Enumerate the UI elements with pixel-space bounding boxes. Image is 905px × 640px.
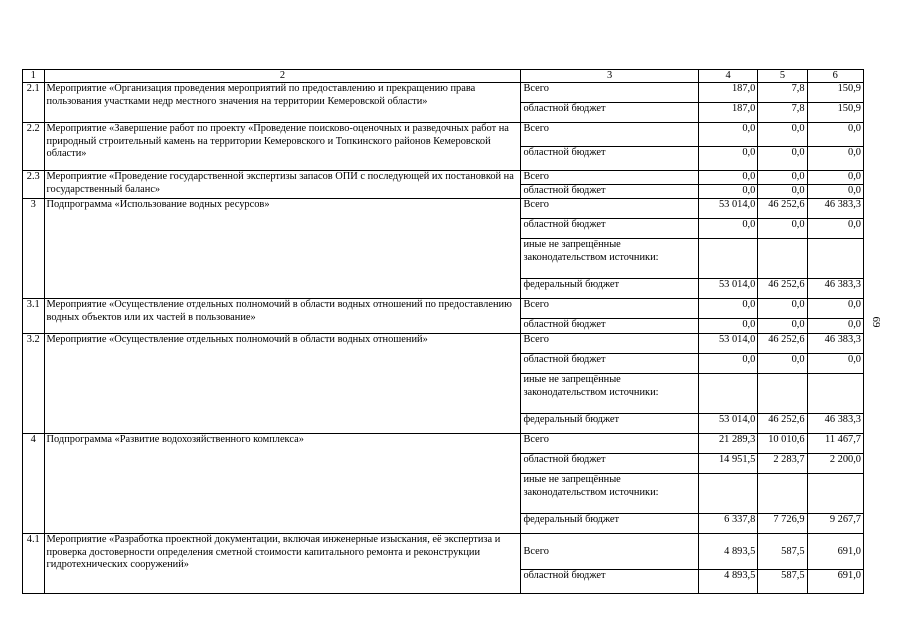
value-v4: 53 014,0: [698, 414, 757, 434]
value-v5: 10 010,6: [758, 434, 807, 454]
activity-name: Подпрограмма «Развитие водохозяйственного комплекса»: [44, 434, 521, 534]
column-header-1: 1: [23, 70, 45, 83]
column-header-4: 4: [698, 70, 757, 83]
column-header-5: 5: [758, 70, 807, 83]
value-v4: 0,0: [698, 299, 757, 319]
table-row: [23, 534, 864, 570]
value-v6: 691,0: [807, 570, 863, 594]
funding-source: Всего: [521, 199, 698, 219]
value-v6: [807, 239, 863, 279]
activity-name: Мероприятие «Завершение работ по проекту «Проведение поисково-оценочных и разведочных работ на природный строительный камень на территории Кемеровского и Топкинского районов Кемеровской области»: [44, 123, 521, 171]
column-header-3: 3: [521, 70, 698, 83]
funding-source: Всего: [521, 123, 698, 147]
value-v5: 0,0: [758, 171, 807, 185]
value-v6: 11 467,7: [807, 434, 863, 454]
activity-name: Мероприятие «Разработка проектной документации, включая инженерные изыскания, её экспертиза и проверка достоверности определения сметной стоимости капитального ремонта и реконструкции гидротехнических сооружений»: [44, 534, 521, 594]
value-v5: 46 252,6: [758, 334, 807, 354]
activity-name: Подпрограмма «Использование водных ресурсов»: [44, 199, 521, 299]
funding-source: Всего: [521, 534, 698, 570]
value-v6: [807, 474, 863, 514]
value-v6: 0,0: [807, 319, 863, 334]
value-v4: 0,0: [698, 171, 757, 185]
value-v4: 187,0: [698, 83, 757, 103]
funding-source: областной бюджет: [521, 319, 698, 334]
value-v4: 0,0: [698, 147, 757, 171]
funding-source: Всего: [521, 171, 698, 185]
value-v6: 9 267,7: [807, 514, 863, 534]
value-v4: 4 893,5: [698, 534, 757, 570]
value-v4: [698, 474, 757, 514]
row-number: 2.1: [23, 83, 45, 123]
table-row: [23, 199, 864, 219]
row-number: 2.2: [23, 123, 45, 171]
value-v5: 2 283,7: [758, 454, 807, 474]
value-v6: 0,0: [807, 171, 863, 185]
value-v5: [758, 474, 807, 514]
row-number: 2.3: [23, 171, 45, 199]
funding-source: областной бюджет: [521, 454, 698, 474]
table-row: [23, 334, 864, 354]
activity-name: Мероприятие «Осуществление отдельных полномочий в области водных отношений по предоставлению водных объектов или их частей в пользование»: [44, 299, 521, 334]
value-v5: 7,8: [758, 103, 807, 123]
funding-source: Всего: [521, 83, 698, 103]
value-v4: 4 893,5: [698, 570, 757, 594]
value-v6: 46 383,3: [807, 199, 863, 219]
value-v4: [698, 239, 757, 279]
value-v5: [758, 239, 807, 279]
table-row: [23, 434, 864, 454]
header-row: [23, 70, 864, 83]
funding-source: Всего: [521, 299, 698, 319]
funding-source: Всего: [521, 434, 698, 454]
funding-source: областной бюджет: [521, 147, 698, 171]
value-v5: 0,0: [758, 354, 807, 374]
funding-source: иные не запрещённые законодательством источники:: [521, 474, 698, 514]
budget-table-body: [23, 70, 864, 594]
value-v4: 53 014,0: [698, 279, 757, 299]
value-v6: 0,0: [807, 219, 863, 239]
funding-source: иные не запрещённые законодательством источники:: [521, 239, 698, 279]
value-v4: 0,0: [698, 185, 757, 199]
value-v4: 0,0: [698, 354, 757, 374]
value-v4: 53 014,0: [698, 199, 757, 219]
value-v5: 7 726,9: [758, 514, 807, 534]
funding-source: федеральный бюджет: [521, 514, 698, 534]
value-v4: 0,0: [698, 319, 757, 334]
activity-name: Мероприятие «Организация проведения мероприятий по предоставлению и прекращению права пользования участками недр местного значения на территории Кемеровской области»: [44, 83, 521, 123]
value-v6: 0,0: [807, 185, 863, 199]
value-v6: 0,0: [807, 354, 863, 374]
value-v5: 46 252,6: [758, 414, 807, 434]
table-row: [23, 299, 864, 319]
value-v6: 46 383,3: [807, 334, 863, 354]
activity-name: Мероприятие «Осуществление отдельных полномочий в области водных отношений»: [44, 334, 521, 434]
funding-source: областной бюджет: [521, 570, 698, 594]
value-v4: 0,0: [698, 123, 757, 147]
value-v5: 0,0: [758, 185, 807, 199]
funding-source: областной бюджет: [521, 103, 698, 123]
value-v5: 0,0: [758, 147, 807, 171]
row-number: 3: [23, 199, 45, 299]
funding-source: Всего: [521, 334, 698, 354]
funding-source: областной бюджет: [521, 219, 698, 239]
value-v6: 150,9: [807, 83, 863, 103]
funding-source: федеральный бюджет: [521, 279, 698, 299]
value-v6: 150,9: [807, 103, 863, 123]
value-v5: 0,0: [758, 219, 807, 239]
row-number: 3.1: [23, 299, 45, 334]
value-v5: 46 252,6: [758, 279, 807, 299]
activity-name: Мероприятие «Проведение государственной экспертизы запасов ОПИ с последующей их постановкой на государственный баланс»: [44, 171, 521, 199]
value-v5: [758, 374, 807, 414]
row-number: 4.1: [23, 534, 45, 594]
table-row: [23, 123, 864, 147]
funding-source: областной бюджет: [521, 185, 698, 199]
table-row: [23, 171, 864, 185]
value-v5: 0,0: [758, 123, 807, 147]
column-header-2: 2: [44, 70, 521, 83]
table-row: [23, 83, 864, 103]
funding-source: федеральный бюджет: [521, 414, 698, 434]
value-v5: 587,5: [758, 534, 807, 570]
value-v4: 21 289,3: [698, 434, 757, 454]
value-v6: 46 383,3: [807, 414, 863, 434]
value-v6: 46 383,3: [807, 279, 863, 299]
value-v6: 0,0: [807, 299, 863, 319]
value-v5: 46 252,6: [758, 199, 807, 219]
value-v6: [807, 374, 863, 414]
funding-source: иные не запрещённые законодательством источники:: [521, 374, 698, 414]
value-v4: 53 014,0: [698, 334, 757, 354]
value-v6: 0,0: [807, 123, 863, 147]
value-v5: 0,0: [758, 299, 807, 319]
value-v6: 0,0: [807, 147, 863, 171]
value-v4: 14 951,5: [698, 454, 757, 474]
value-v4: [698, 374, 757, 414]
row-number: 3.2: [23, 334, 45, 434]
value-v5: 7,8: [758, 83, 807, 103]
row-number: 4: [23, 434, 45, 534]
funding-source: областной бюджет: [521, 354, 698, 374]
column-header-6: 6: [807, 70, 863, 83]
value-v5: 587,5: [758, 570, 807, 594]
value-v4: 6 337,8: [698, 514, 757, 534]
value-v6: 691,0: [807, 534, 863, 570]
value-v6: 2 200,0: [807, 454, 863, 474]
budget-table: [22, 69, 864, 594]
value-v4: 0,0: [698, 219, 757, 239]
page-number: 69: [870, 316, 882, 328]
value-v4: 187,0: [698, 103, 757, 123]
value-v5: 0,0: [758, 319, 807, 334]
